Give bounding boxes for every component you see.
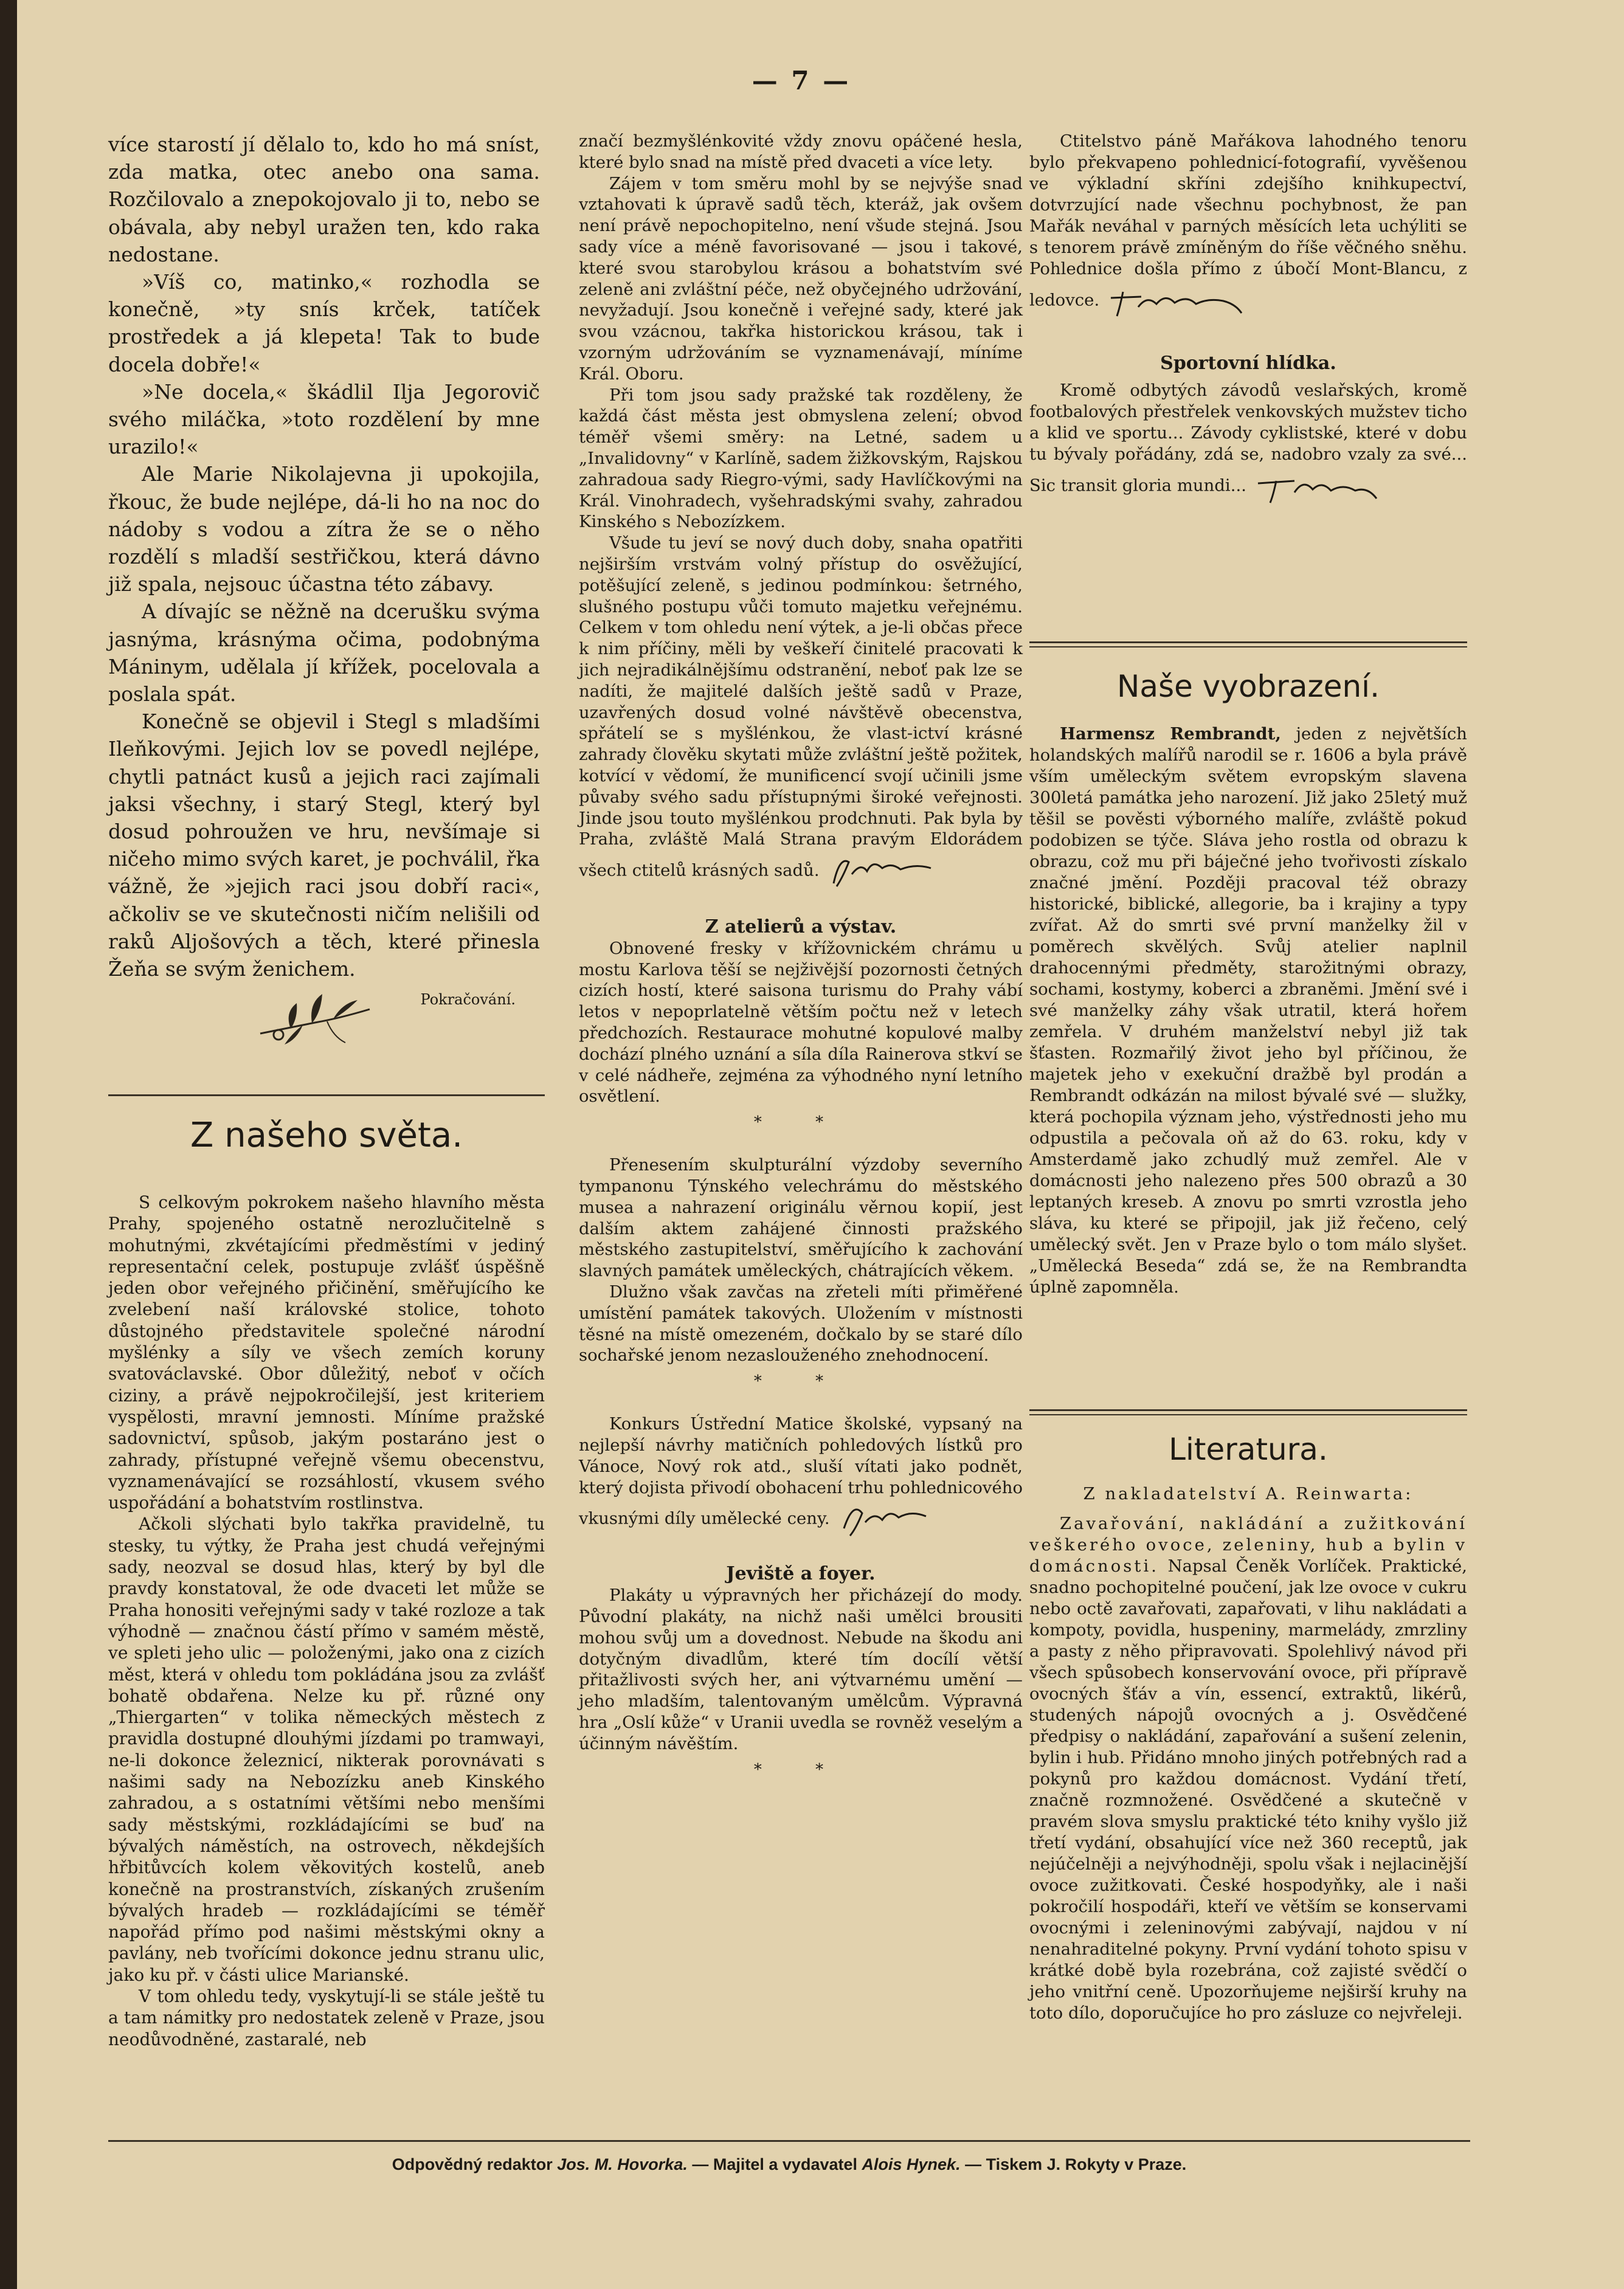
footer-text: — Tiskem J. Rokyty v Praze.: [965, 2155, 1187, 2173]
owner-name: Alois Hynek.: [862, 2155, 961, 2173]
section-separator: * *: [753, 1760, 848, 1779]
article-paragraph: [1029, 131, 1467, 322]
section-divider: [1029, 1409, 1467, 1411]
signature-icon: [824, 850, 940, 892]
article-paragraph: [579, 1414, 1023, 1541]
section-separator: * *: [753, 1113, 848, 1132]
article-paragraph: S celkovým pokrokem našeho hlavního města Prahy, spojeného ostatně nerozlučitelně s mohutnými, zkvétajícími předměstími v jediný representační celek, postupuje zvlášť úspěšně jeden obor veřejného přičinění, směřujícího ke zvelebení naší královské stolice, tohoto důstojného představitele společné národní myšlénky a síly ve všech zemích koruny svatováclavské. Obor důležitý, neboť v očích ciziny, a právě nejpokročilejší, jest kriteriem vyspělosti, mravní jemnosti. Míníme pražské sadovnictví, spůsob, jakým postaráno jest o zahrady, přístupné veřejně všemu obecenstvu, vyznamenávající se rozsáhlostí, vkusem svého uspořádání a bohatstvím rostlinstva.: [108, 1192, 545, 1513]
literature-article: [1029, 1483, 1467, 2024]
article-paragraph: [579, 533, 1023, 892]
article-text: Kromě odbytých závodů veslařských, kromě footbalových přestřelek venkovských mužstev ticho a klid ve sportu... Závody cyklistské, které v dobu tu bývaly pořádány, zdá se, nadobro vzaly za své... Sic transit gloria mundi...: [1029, 381, 1467, 495]
signature-icon: [1105, 280, 1245, 322]
section-title: Z atelierů a výstav.: [705, 916, 897, 938]
section-separator: * *: [753, 1372, 848, 1391]
right-column: [1029, 131, 1467, 508]
middle-column: [579, 131, 1023, 1802]
article-paragraph: Dlužno však zavčas na zřeteli míti přiměřené umístění památek takových. Uložením v místnosti těsné na místě omezeném, dočkalo by se staré dílo sochařské jenom nezaslouženého znehodnocení.: [579, 1282, 1023, 1365]
floral-ornament-icon: [254, 985, 376, 1052]
publisher-line: Z nakladatelství A. Reinwarta:: [1083, 1484, 1414, 1504]
article-text: Všude tu jeví se nový duch doby, snaha opatřiti nejširším vrstvám volný přístup do osvěžující, potěšující zeleně, s jedinou podmínkou: šetrného, slušného postupu vůči tomuto majetku veřejnému. Celkem v tom ohledu není výtek, a je-li občas přece k nim příčiny, měli by veškeří činitelé pracovati k jich nejradikálnějšímu odstranění, neboť pak lze se nadíti, že majitelé dalších ještě sadů v Praze, uzavřených dosud volné návštěvě obecenstva, spřátelí se s myšlénkou, že vlast-ictví krásné zahrady člověku skytati může zvláštní ještě požitek, kotvící v vědomí, že munificencí svojí učinili jsme půvaby svého sadu přístupnými široké veřejnosti. Jinde jsou touto myšlénkou prodchnuti. Pak byla by Praha, zvláště Malá Strana pravým Eldorádem všech ctitelů krásných sadů.: [579, 533, 1023, 880]
section-divider: [1029, 641, 1467, 643]
footer-divider: [108, 2140, 1470, 2142]
rembrandt-article: [1029, 723, 1467, 1298]
article-paragraph: Zájem v tom směru mohl by se nejvýše snad vztahovati k úpravě sadů těch, kteráž, jak ovšem není právě nepochopitelno, není všude stejná. Jsou sady více a méně favorisované — jsou i takové, které svou starobylou krásou a bohatstvím své zeleně ani zvláštní péče, než obyčejného udržování, nevyžadují. Jsou konečně i veřejné sady, které jak svou vzácnou, takřka historickou krásou, tak i vzorným udržováním se vyznamenávají, míníme Král. Oboru.: [579, 173, 1023, 384]
article-text: Konkurs Ústřední Matice školské, vypsaný na nejlepší návrhy matičních pohledových lístků pro Vánoce, Nový rok atd., sluší vítati jako podnět, který dojista přivodí obohacení trhu pohlednicového vkusnými díly umělecké ceny.: [579, 1414, 1023, 1528]
story-paragraph: »Ne docela,« škádlil Ilja Jegorovič svého miláčka, »toto rozdělení by mne urazilo!«: [108, 379, 540, 459]
article-text: Ctitelstvo páně Mařákova lahodného tenoru bylo překvapeno pohlednicí-fotografií, vyvěšenou ve výkladní skříni zdejšího knihkupectví, dotvrzující nade všechnu pochybnost, že pan Mařák neváhal v parných měsících leta uchýliti se s tenorem právě zmíněným do říše věčného sněhu. Pohlednice došla přímo z úbočí Mont-Blancu, z ledovce.: [1029, 131, 1467, 310]
article-paragraph: [1029, 380, 1467, 508]
section-title: Literatura.: [1169, 1432, 1328, 1467]
story-paragraph: »Víš co, matinko,« rozhodla se konečně, »ty snís krček, tatíček prostředek a já klepeta! Tak to bude docela dobře!«: [108, 270, 540, 376]
section-z-naseho-sveta: [108, 1192, 545, 2050]
article-paragraph: Obnovené fresky v křížovnickém chrámu u mostu Karlova těší se nejživější pozornosti četných cizích hostí, které saisona turismu do Prahy vábí letos v nepoprlatelně větším počtu než v letech předchozích. Restaurace mohutné kopulové malby dochází plného uznání a síla díla Rainerova stkví se v celé nádheře, zejména za výhodného nyní letního osvětlení.: [579, 938, 1023, 1107]
section-divider: [1029, 1414, 1467, 1415]
signature-icon: [835, 1498, 932, 1541]
story-paragraph: A dívajíc se něžně na dcerušku svýma jasnýma, krásnýma očima, podobnýma Máninym, udělala jí křížek, pocelovala a poslala spát.: [108, 599, 540, 706]
article-paragraph: Přenesením skulpturální výzdoby severního tympanonu Týnského velechrámu do městského musea a nahrazení originálu věrnou kopií, jest dalším aktem zahájené činnosti pražského městského zastupitelství, směřujícího k zachování slavných památek uměleckých, chátrajících věkem.: [579, 1155, 1023, 1281]
continuation-note: Pokračování.: [420, 991, 516, 1009]
section-divider: [1029, 646, 1467, 647]
book-title: Zavařování, nakládání a zužitkování veškerého ovoce, zeleniny, hub a bylin v domácnosti.: [1029, 1514, 1467, 1576]
imprint-footer: [108, 2155, 1470, 2174]
article-lead: Harmensz Rembrandt,: [1060, 724, 1281, 744]
article-paragraph: [1029, 723, 1467, 1298]
article-paragraph: Při tom jsou sady pražské tak rozděleny, že každá část města jest obmyslena zelení; obvod téměř všemi směry: na Letné, sadem u „Invalidovny“ v Karlíně, sadem žižkovským, Rajskou zahradoua sady Riegro-vými, sady Havlíčkovými na Král. Vinohradech, vyšehradskými svahy, zahradou Kinského s Nebozízkem.: [579, 385, 1023, 532]
article-text: Napsal Čeněk Vorlíček. Praktické, snadno pochopitelné poučení, jak lze ovoce v cukru nebo octě zavařovati, zapařovati, v lihu nakládati a kompoty, povidla, huspeniny, marmelády, zmrzliny a pasty z něho připravovati. Spolehlivý návod při všech spůsobech konservování ovoce, při přípravě ovocných šťáv a vín, essencí, extraktů, likérů, studených nápojů ovocných a j. Osvědčené předpisy o nakládání, zapařování a sušení zelenin, bylin i hub. Přidáno mnoho jiných potřebných rad a pokynů pro každou domácnost. Vydání třetí, značně rozmnožené. Osvědčené a skutečně v pravém slova smyslu praktické této knihy vyšlo již třetí vydání, obsahující více než 360 receptů, jak nejúčelněji a nejvýhodněji, spolu však i nejlacinější ovoce zužitkovati. České hospodyňky, ale i naši pokročilí hospodáři, kteří ve větším se konservami ovocnými i zeleninovými zabývají, najdou v ní nenahraditelné pokyny. První vydání tohoto spisu v krátké době byla rozebrána, což zajisté svědčí o jeho vnitřní ceně. Upozorňujeme nejširší kruhy na toto dílo, doporučujíce ho pro zásluze co nejvřeleji.: [1029, 1556, 1467, 2023]
story-column: [108, 131, 540, 1014]
article-paragraph: V tom ohledu tedy, vyskytují-li se stále ještě tu a tam námitky pro nedostatek zeleně v Praze, jsou neodůvodněné, zastaralé, neb: [108, 1986, 545, 2049]
footer-text: Odpovědný redaktor: [392, 2155, 553, 2173]
page-number: — 7 —: [752, 66, 851, 95]
footer-text: — Majitel a vydavatel: [692, 2155, 857, 2173]
editor-name: Jos. M. Hovorka.: [557, 2155, 688, 2173]
article-paragraph: Plakáty u výpravných her přicházejí do mody. Původní plakáty, na nichž naši umělci brousiti mohou svůj um a dovednost. Nebude na škodu ani dotyčným divadlům, které tím docílí větší přitažlivosti svých her, ani výtvarnému umění — jeho mladším, talentovaným umělcům. Výpravná hra „Oslí kůže“ v Uranii uvedla se rovněž veselým a účinným návěštím.: [579, 1586, 1023, 1753]
article-paragraph: Ačkoli slýchati bylo takřka pravidelně, tu stesky, tu výtky, že Praha jest chudá veřejnými sady, neozval se dosud hlas, který by byl dle pravdy konstatoval, že ode dvaceti let může se Praha honositi veřejnými sady v také rozloze a tak výhodně — značnou částí přímo v samém městě, ve spleti jeho ulic — položenými, jako ona z cizích měst, která v ohledu tom pokládána jsou za zvlášť bohatě obdařena. Nelze ku př. různé ony „Thiergarten“ v tolika německých městech z pravidla dostupné dlouhými jízdami po tramwayi, ne-li dokonce železnicí, nikterak porovnávati s našimi sady na Nebozízku aneb Kinského zahradou, a s ostatními většími nebo menšími sady městskými, rozkládajícími se buď na bývalých náměstích, na ostrovech, někdejších hřbitůvcích kolem věkovitých kostelů, aneb konečně na prostranstvích, získaných zrušením bývalých hradeb — rozkládajícími se téměř napořád přímo pod našimi městskými okny a pavlány, neb tvořícími dokonce jednu stranu ulic, jako ku př. v části ulice Marianské.: [108, 1514, 545, 1985]
newspaper-page: [17, 0, 1624, 2289]
story-paragraph: Konečně se objevil i Stegl s mladšími Ileňkovými. Jejich lov se povedl nejlépe, chytli patnáct kusů a jejich raci zajímali jaksi všechny, i starý Stegl, který byl dosud pohroužen ve hru, nevšímaje si ničeho mimo svých karet, je pochválil, řka vážně, že »jejich raci jsou dobří raci«, ačkoliv se ve skutečnosti ničím nelišili od raků Aljošových a těch, které přinesla Žeňa se svým ženichem.: [108, 709, 540, 981]
section-title: Naše vyobrazení.: [1117, 669, 1380, 704]
section-title: Sportovní hlídka.: [1160, 353, 1336, 374]
signature-icon: [1252, 465, 1380, 508]
article-text: jeden z největších holandských malířů narodil se r. 1606 a byla právě vším uměleckým světem evropským slavena 300letá památka jeho narození. Již jako 25letý muž těšil se pověsti výborného malíře, zvláště pokud podobizen se týče. Sláva jeho rostla od obrazu k obrazu, což mu při báječné jeho tvořivosti získalo značné jmění. Později pracoval též obrazy historické, biblické, allegorie, ba i krajiny a typy zvířat. Až do smrti své první manželky žil v poměrech skvělých. Svůj atelier naplnil drahocennými předměty, starožitnými obrazy, sochami, kostymy, koberci a zbraněmi. Jmění své i své manželky záhy však utratil, která hořem zemřela. V druhém manželství nebyl již tak šťasten. Rozmařilý život jeho byl příčinou, že majetek jeho v exekuční dražbě byl prodán a Rembrandt odkázán na milost bývalé své — služky, která pochopila význam jeho, výstřednosti jeho mu odpustila a pečovala oň až do 63. roku, kdy v Amsterdamě jako zchudlý muž zemřel. Ale v domácnosti jeho nalezeno přes 500 obrazů a 30 leptaných kreseb. A znovu po smrti vzrostla jeho sláva, ku které se připojil, jak již řečeno, celý umělecký svět. Jen v Praze bylo o tom málo slyšet. „Umělecká Beseda“ zdá se, že na Rembrandta úplně zapomněla.: [1029, 724, 1467, 1297]
section-divider: [108, 1094, 545, 1096]
section-title: Z našeho světa.: [190, 1116, 463, 1155]
article-paragraph: [1029, 1513, 1467, 2024]
story-paragraph: Ale Marie Nikolajevna ji upokojila, řkouc, že bude nejlépe, dá-li ho na noc do nádoby s vodou a zítra že se o něho rozdělí s mladší sestřičkou, která dávno již spala, nejsouc účastna této zábavy.: [108, 462, 540, 596]
section-title: Jeviště a foyer.: [726, 1563, 876, 1585]
article-paragraph: značí bezmyšlénkovité vždy znovu opáčené hesla, které bylo snad na místě před dvaceti a více lety.: [579, 131, 1023, 172]
story-paragraph: více starostí jí dělalo to, kdo ho má sníst, zda matka, otec anebo ona sama. Rozčilovalo a znepokojovalo ji to, nebo se obávala, aby nebyl uražen ten, kdo raka nedostane.: [108, 133, 540, 266]
